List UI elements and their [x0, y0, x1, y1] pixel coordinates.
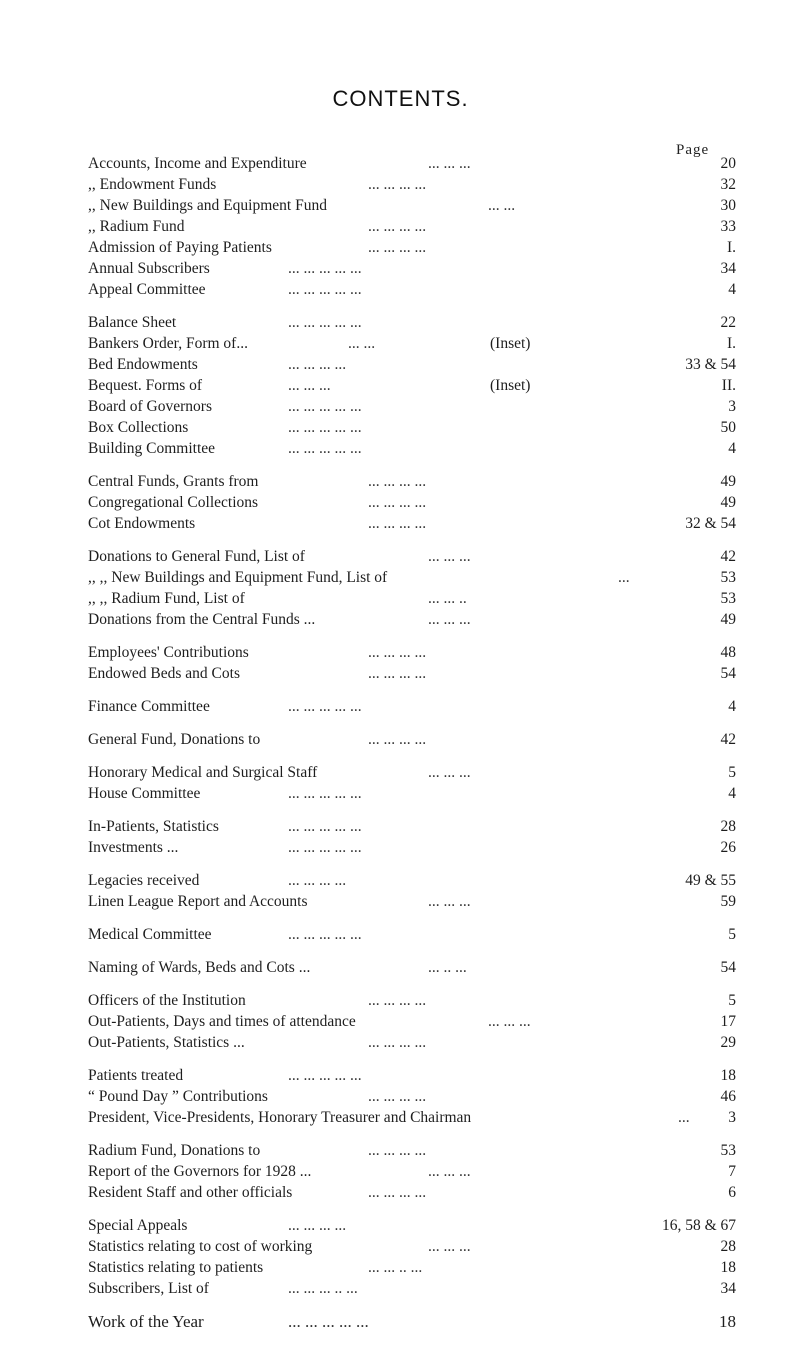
leader-dots: ... ... ... ...: [288, 1217, 347, 1234]
leader-dots: ... ... ...: [428, 1163, 471, 1180]
entry-page: 18: [719, 1312, 736, 1331]
list-item: [88, 1162, 736, 1182]
entry-label: Finance Committee: [88, 698, 210, 715]
entry-page: I.: [726, 335, 736, 352]
entry-label: Out-Patients, Days and times of attendance: [88, 1013, 356, 1030]
list-item: [88, 664, 736, 684]
entry-label: Radium Fund, Donations to: [88, 1142, 261, 1159]
entry-label: Endowed Beds and Cots: [88, 665, 240, 682]
leader-dots: ... ... ... .. ...: [288, 1280, 358, 1297]
leader-dots: ... ... ... ...: [368, 1142, 427, 1159]
entry-page: 3: [728, 398, 736, 415]
entry-page: 34: [720, 260, 736, 277]
entry-page: 32 & 54: [685, 515, 736, 532]
list-item: [88, 1258, 736, 1278]
entry-page: II.: [721, 377, 736, 394]
leader-dots: ... ... ... ...: [368, 494, 427, 511]
leader-dots: ... ... ...: [428, 548, 471, 565]
entry-page: 22: [720, 314, 736, 331]
list-item: [88, 892, 736, 912]
entry-label: ,, ,, Radium Fund, List of: [88, 590, 245, 607]
leader-dots: ... ... ...: [288, 377, 331, 394]
list-item: [88, 991, 736, 1011]
list-item: [88, 493, 736, 513]
leader-dots: ... ... ... ... ...: [288, 785, 362, 802]
list-item: [88, 697, 736, 717]
list-item: [88, 838, 736, 858]
entry-label: Special Appeals: [88, 1217, 188, 1234]
entry-page: 32: [720, 176, 736, 193]
list-item: [88, 1108, 736, 1128]
leader-dots: ... ... ... ... ...: [288, 398, 362, 415]
entry-page: 5: [728, 992, 736, 1009]
entry-label: Congregational Collections: [88, 494, 259, 511]
list-item: [88, 1087, 736, 1107]
list-item: [88, 568, 736, 588]
leader-dots: ... ... ... ...: [368, 731, 427, 748]
list-item: [88, 238, 736, 258]
leader-dots: ... ... ...: [428, 611, 471, 628]
entry-label: ,, ,, New Buildings and Equipment Fund, List of: [88, 569, 388, 586]
entry-label: Board of Governors: [88, 398, 212, 415]
leader-dots: ... ... ..: [428, 590, 467, 607]
list-item: [88, 472, 736, 492]
entry-label: Subscribers, List of: [88, 1280, 209, 1297]
entry-page: 16, 58 & 67: [661, 1217, 736, 1234]
leader-dots: ... ... ... ...: [368, 1088, 427, 1105]
entry-note: (Inset): [490, 377, 531, 394]
entry-page: 49 & 55: [685, 872, 736, 889]
entry-label: General Fund, Donations to: [88, 731, 261, 748]
list-item: [88, 1012, 736, 1032]
leader-dots: ... ... ... ... ...: [288, 926, 362, 943]
entry-page: 28: [720, 818, 736, 835]
leader-dots: ... ... ... ...: [368, 1034, 427, 1051]
leader-dots: ... ... ... ...: [288, 356, 347, 373]
list-item: [88, 355, 736, 375]
leader-dots: ... ... ... ... ...: [288, 1067, 362, 1084]
entry-label: ,, Radium Fund: [88, 218, 185, 235]
entry-page: 53: [720, 569, 736, 586]
entry-label: Bed Endowments: [88, 356, 198, 373]
list-item: [88, 259, 736, 279]
list-item: [88, 154, 736, 174]
leader-dots: ... ... ... ... ...: [288, 698, 362, 715]
entry-label: House Committee: [88, 785, 201, 802]
entry-label: Accounts, Income and Expenditure: [88, 155, 307, 172]
leader-dots: ... ... ... ...: [368, 239, 427, 256]
entry-label: Linen League Report and Accounts: [88, 893, 308, 910]
leader-dots: ... ... ...: [428, 764, 471, 781]
entry-label: Donations to General Fund, List of: [88, 548, 305, 565]
list-item: [88, 1216, 736, 1236]
entry-page: 3: [728, 1109, 736, 1126]
leader-dots: ... ... ... ...: [288, 872, 347, 889]
leader-dots: ... ... ... ... ...: [288, 314, 362, 331]
entry-page: 53: [720, 590, 736, 607]
entry-page: 4: [728, 698, 736, 715]
entry-page: 6: [728, 1184, 736, 1201]
list-item: [88, 871, 736, 891]
leader-dots: ... ... ... ...: [368, 1184, 427, 1201]
entry-label: Admission of Paying Patients: [88, 239, 272, 256]
entry-label: Naming of Wards, Beds and Cots ...: [88, 959, 311, 976]
entry-label: Building Committee: [88, 440, 216, 457]
list-item: [88, 1312, 736, 1332]
list-item: [88, 1279, 736, 1299]
leader-dots: ...: [678, 1109, 690, 1126]
entry-label: Central Funds, Grants from: [88, 473, 259, 490]
entry-label: ,, New Buildings and Equipment Fund: [88, 197, 327, 214]
list-item: [88, 1141, 736, 1161]
leader-dots: ... ... ... ...: [368, 473, 427, 490]
entry-page: 5: [728, 926, 736, 943]
entry-page: 54: [720, 959, 736, 976]
page-title: CONTENTS.: [332, 86, 469, 111]
entry-page: 46: [720, 1088, 736, 1105]
entry-label: Medical Committee: [88, 926, 212, 943]
entry-label: Bequest. Forms of: [88, 377, 203, 394]
entry-label: Cot Endowments: [88, 515, 196, 532]
leader-dots: ... ... ... ...: [368, 218, 427, 235]
entry-page: 17: [720, 1013, 736, 1030]
entry-page: 49: [720, 494, 736, 511]
leader-dots: ... ... ... ...: [368, 176, 427, 193]
entry-page: 20: [720, 155, 736, 172]
list-item: [88, 763, 736, 783]
leader-dots: ... ... ... ... ...: [288, 260, 362, 277]
entry-page: 4: [728, 440, 736, 457]
list-item: [88, 547, 736, 567]
entry-page: 5: [728, 764, 736, 781]
list-item: [88, 439, 736, 459]
leader-dots: ... ... ...: [428, 155, 471, 172]
leader-dots: ... ... .. ...: [368, 1259, 423, 1276]
list-item: [88, 376, 736, 396]
list-item: [88, 589, 736, 609]
leader-dots: ... ... ... ... ...: [288, 281, 362, 298]
list-item: [88, 958, 736, 978]
entry-label: Box Collections: [88, 419, 189, 436]
entry-page: 48: [720, 644, 736, 661]
entry-page: 4: [728, 785, 736, 802]
entry-page: 33: [720, 218, 736, 235]
entry-page: 50: [720, 419, 736, 436]
list-item: [88, 313, 736, 333]
leader-dots: ... ... ... ... ...: [288, 1312, 369, 1331]
entry-label: Officers of the Institution: [88, 992, 246, 1009]
entry-label: In-Patients, Statistics: [88, 818, 219, 835]
entry-page: 49: [720, 473, 736, 490]
list-item: [88, 418, 736, 438]
leader-dots: ... ... ... ... ...: [288, 839, 362, 856]
entry-label: Appeal Committee: [88, 281, 206, 298]
leader-dots: ... ... ... ...: [368, 515, 427, 532]
list-item: [88, 643, 736, 663]
list-item: [88, 925, 736, 945]
list-item: [88, 334, 736, 354]
list-item: [88, 175, 736, 195]
list-item: [88, 217, 736, 237]
list-item: [88, 817, 736, 837]
entry-label: Honorary Medical and Surgical Staff: [88, 764, 318, 781]
leader-dots: ... ... ... ... ...: [288, 818, 362, 835]
list-item: [88, 1033, 736, 1053]
list-item: [88, 1066, 736, 1086]
leader-dots: ... ... ... ... ...: [288, 440, 362, 457]
list-item: [88, 784, 736, 804]
entry-page: 42: [720, 548, 736, 565]
page-column-header: Page: [676, 142, 710, 158]
entry-label: President, Vice-Presidents, Honorary Treasurer and Chairman: [88, 1109, 472, 1126]
leader-dots: ... ... ... ...: [368, 665, 427, 682]
entry-label: Resident Staff and other officials: [88, 1184, 293, 1201]
entry-label: Donations from the Central Funds ...: [88, 611, 316, 628]
leader-dots: ...: [618, 569, 630, 586]
entry-label: ,, Endowment Funds: [88, 176, 217, 193]
entry-page: 33 & 54: [685, 356, 736, 373]
entry-page: 4: [728, 281, 736, 298]
entry-page: 18: [720, 1067, 736, 1084]
entry-label: Balance Sheet: [88, 314, 177, 331]
entry-page: 28: [720, 1238, 736, 1255]
list-item: [88, 514, 736, 534]
entry-note: (Inset): [490, 335, 531, 352]
entry-label: Annual Subscribers: [88, 260, 210, 277]
entry-page: 42: [720, 731, 736, 748]
entry-label: Bankers Order, Form of...: [88, 335, 248, 352]
leader-dots: ... ... ...: [428, 1238, 471, 1255]
entry-page: 34: [720, 1280, 736, 1297]
entry-label: Patients treated: [88, 1067, 184, 1084]
leader-dots: ... ...: [488, 197, 516, 214]
entry-label: Work of the Year: [88, 1312, 204, 1331]
leader-dots: ... ... ...: [488, 1013, 531, 1030]
leader-dots: ... .. ...: [428, 959, 467, 976]
leader-dots: ... ... ... ...: [368, 644, 427, 661]
list-item: [88, 397, 736, 417]
entry-label: Investments ...: [88, 839, 179, 856]
entry-label: Out-Patients, Statistics ...: [88, 1034, 245, 1051]
list-item: [88, 1237, 736, 1257]
entry-page: 18: [720, 1259, 736, 1276]
entry-page: 30: [720, 197, 736, 214]
entry-label: Statistics relating to patients: [88, 1259, 264, 1276]
entry-label: Report of the Governors for 1928 ...: [88, 1163, 312, 1180]
leader-dots: ... ... ... ... ...: [288, 419, 362, 436]
list-item: [88, 280, 736, 300]
entry-page: 49: [720, 611, 736, 628]
entry-page: 29: [720, 1034, 736, 1051]
entry-page: 26: [720, 839, 736, 856]
entry-label: Legacies received: [88, 872, 200, 889]
list-item: [88, 610, 736, 630]
entry-label: “ Pound Day ” Contributions: [88, 1088, 268, 1105]
entry-page: 54: [720, 665, 736, 682]
list-item: [88, 730, 736, 750]
entry-label: Statistics relating to cost of working: [88, 1238, 313, 1255]
leader-dots: ... ...: [348, 335, 376, 352]
entry-page: 59: [720, 893, 736, 910]
entry-label: Employees' Contributions: [88, 644, 249, 661]
leader-dots: ... ... ...: [428, 893, 471, 910]
entry-page: 53: [720, 1142, 736, 1159]
entry-page: I.: [726, 239, 736, 256]
list-item: [88, 196, 736, 216]
list-item: [88, 1183, 736, 1203]
entry-page: 7: [728, 1163, 736, 1180]
leader-dots: ... ... ... ...: [368, 992, 427, 1009]
